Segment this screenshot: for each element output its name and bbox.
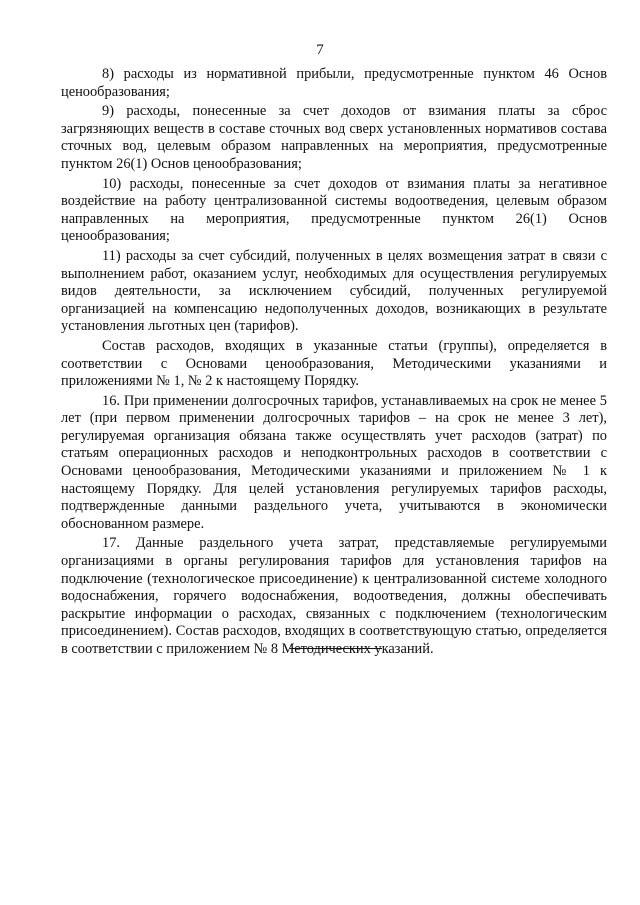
paragraph-item-11: 11) расходы за счет субсидий, полученных в целях возмещения затрат в связи с выполнением работ, оказанием услуг, необходимых для осуществления регулируемых видов деятельности, за исключением субсидий, полученных регулируемой организацией на компенсацию недополученных доходов, возникающих в результате установления льготных цен (тарифов). (61, 247, 607, 335)
closing-rule (290, 648, 382, 649)
paragraph-item-9: 9) расходы, понесенные за счет доходов от взимания платы за сброс загрязняющих веществ в составе сточных вод сверх установленных нормативов состава сточных вод, целевым образом направленных на мероприятия, предусмотренные пунктом 26(1) Основ ценообразования; (61, 103, 607, 172)
paragraph-item-10: 10) расходы, понесенные за счет доходов от взимания платы за негативное воздействие на работу централизованной системы водоотведения, целевым образом направленных на мероприятия, предусмотренные пунктом 26(1) Основ ценообразования; (61, 175, 607, 245)
paragraph-item-8: 8) расходы из нормативной прибыли, предусмотренные пунктом 46 Основ ценообразования; (61, 66, 607, 100)
document-body (61, 66, 607, 659)
paragraph-expense-composition: Состав расходов, входящих в указанные статьи (группы), определяется в соответствии с Основами ценообразования, Методическими указаниями и приложениями № 1, № 2 к настоящему Порядку. (61, 337, 607, 390)
paragraph-clause-16: 16. При применении долгосрочных тарифов, устанавливаемых на срок не менее 5 лет (при первом применении долгосрочных тарифов – на срок не менее 3 лет), регулируемая организация обязана также осуществлять учет расходов (затрат) по статьям операционных расходов и неподконтрольных расходов в соответствии с Основами ценообразования, Методическими указаниями и приложением № 1 к настоящему Порядку. Для целей установления регулируемых тарифов расходы, подтвержденные данными раздельного учета, учитываются в экономически обоснованном размере. (61, 392, 607, 532)
page-number: 7 (316, 42, 324, 58)
paragraph-clause-17: 17. Данные раздельного учета затрат, представляемые регулируемыми организациями в органы регулирования тарифов для установления тарифов на подключение (технологическое присоединение) к централизованной системе холодного водоснабжения, горячего водоснабжения, водоотведения, должны обеспечивать раскрытие информации о расходах, связанных с подключением (технологическим присоединением). Состав расходов, входящих в соответствующую статью, определяется в соответствии с приложением № 8 Методических указаний. (61, 535, 607, 657)
